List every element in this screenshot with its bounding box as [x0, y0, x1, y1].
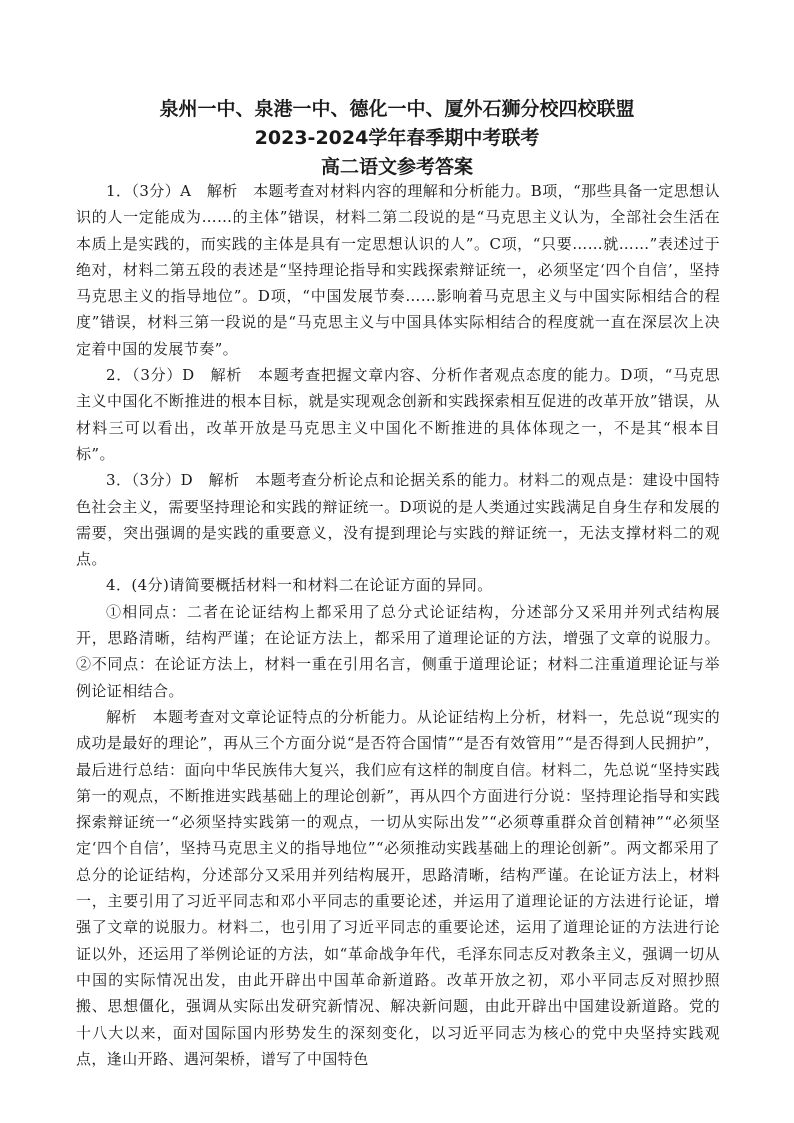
- answer-2: 2．（3分）D 解析 本题考查把握文章内容、分析作者观点态度的能力。D项，“马克思主义中国化不断推进的根本目标，就是实现观念创新和实践探索相互促进的改革开放”错误，从材料三可以看出，改革开放是马克思主义中国化不断推进的具体体现之一，不是其“根本目标”。: [76, 366, 720, 463]
- exam-title: 2023-2024学年春季期中考联考: [254, 127, 540, 149]
- answer-1: 1．（3分）A 解析 本题考查对材料内容的理解和分析能力。B项，“那些具备一定思想认识的人一定能成为……的主体”错误，材料二第二段说的是“马克思主义认为，全部社会生活在本质上是实践的，而实践的主体是具有一定思想认识的人”。C项，“只要……就……”表述过于绝对，材料二第五段的表述是“坚持理论指导和实践探索辩证统一，必须坚定‘四个自信’，坚持马克思主义的指导地位”。D项，“中国发展节奏……影响着马克思主义与中国实际相结合的程度”错误，材料三第一段说的是“马克思主义与中国具体实际相结合的程度就一直在深层次上决定着中国的发展节奏”。: [76, 182, 720, 358]
- school-union-title: 泉州一中、泉港一中、德化一中、厦外石狮分校四校联盟: [159, 98, 635, 120]
- answer-title: 高二语文参考答案: [320, 156, 473, 178]
- answer-body: [76, 178, 720, 1072]
- answer-4-points: ①相同点：二者在论证结构上都采用了总分式论证结构，分述部分又采用并列式结构展开，思路清晰，结构严谨；在论证方法上，都采用了道理论证的方法，增强了文章的说服力。②不同点：在论证方法上，材料一重在引用名言，侧重于道理论证；材料二注重道理论证与举例论证相结合。: [76, 602, 720, 700]
- answer-4-analysis: 解析 本题考查对文章论证特点的分析能力。从论证结构上分析，材料一，先总说“现实的成功是最好的理论”，再从三个方面分说“是否符合国情”“是否有效管用”“是否得到人民拥护”，最后进行总结：面向中华民族伟大复兴，我们应有这样的制度自信。材料二，先总说“坚持实践第一的观点，不断推进实践基础上的理论创新”，再从四个方面进行分说：坚持理论指导和实践探索辩证统一“必须坚持实践第一的观点，一切从实际出发”“必须尊重群众首创精神”“必须坚定‘四个自信’，坚持马克思主义的指导地位”“必须推动实践基础上的理论创新”。两文都采用了总分的论证结构，分述部分又采用并列结构展开，思路清晰，结构严谨。在论证方法上，材料一，主要引用了习近平同志和邓小平同志的重要论述，并运用了道理论证的方法进行论证，增强了文章的说服力。材料二，也引用了习近平同志的重要论述，运用了道理论证的方法进行论证以外，还运用了举例论证的方法，如“革命战争年代，毛泽东同志反对教条主义，强调一切从中国的实际情况出发，由此开辟出中国革命新道路。改革开放之初，邓小平同志反对照抄照搬、思想僵化，强调从实际出发研究新情况、解决新问题，由此开辟出中国建设新道路。党的十八大以来，面对国际国内形势发生的深刻变化，以习近平同志为核心的党中央坚持实践观点，逢山开路、遇河架桥，谱写了中国特色: [76, 707, 720, 1068]
- answer-3: 3．（3分）D 解析 本题考查分析论点和论据关系的能力。材料二的观点是：建设中国特色社会主义，需要坚持理论和实践的辩证统一。D项说的是人类通过实践满足自身生存和发展的需要，突出强调的是实践的重要意义，没有提到理论与实践的辩证统一，无法支撑材料二的观点。: [76, 471, 720, 569]
- question-4: 4．(4分)请简要概括材料一和材料二在论证方面的异同。: [106, 576, 493, 595]
